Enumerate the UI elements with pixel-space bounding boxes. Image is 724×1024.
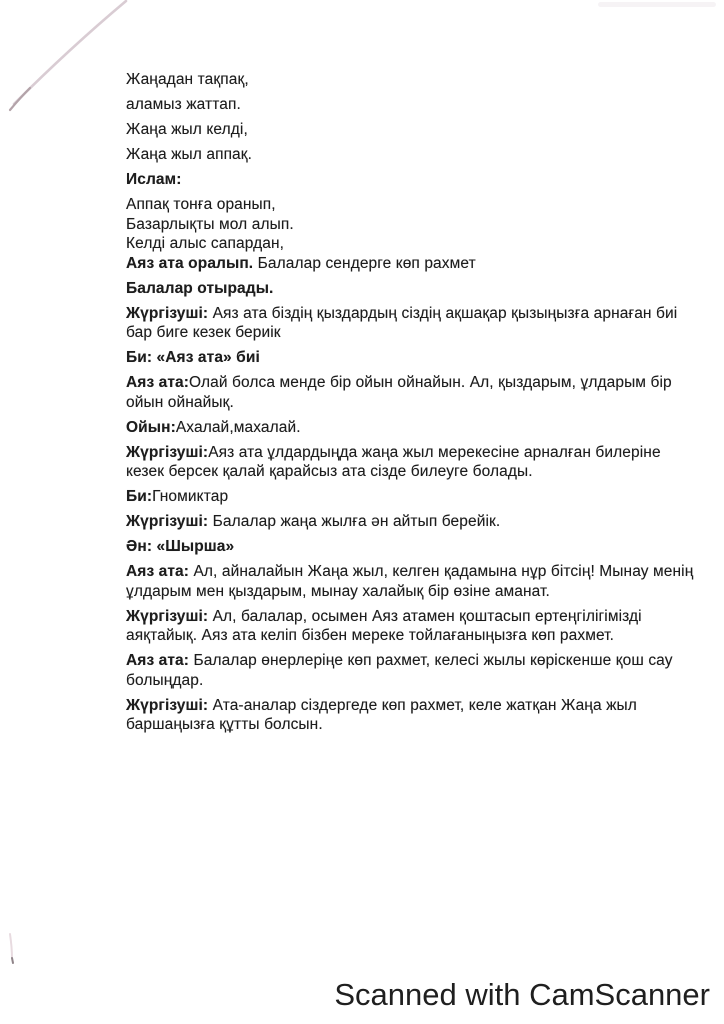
speaker-label: Би: «Аяз ата» биі bbox=[126, 349, 260, 366]
paragraph bbox=[126, 443, 702, 482]
speaker-label: Ән: «Шырша» bbox=[126, 538, 235, 555]
speaker-label: Ойын: bbox=[126, 418, 176, 436]
speaker-label: Ислам: bbox=[126, 171, 182, 188]
speaker-label: Аяз ата: bbox=[126, 374, 190, 391]
text-run: Жаңа жыл аппақ. bbox=[126, 146, 253, 163]
crease-line-tip bbox=[10, 88, 30, 110]
text-run: Ал, айналайын Жаңа жыл, келген қадамына нұр бітсің! Мынау менің ұлдарым мен қыздарым, мынау халайық бір өзіне аманат. bbox=[126, 563, 694, 600]
document-text bbox=[126, 70, 702, 740]
paragraph bbox=[126, 170, 702, 190]
paragraph bbox=[126, 418, 702, 438]
text-run: Жаңадан тақпақ, bbox=[126, 71, 249, 88]
paragraph bbox=[126, 562, 702, 601]
paragraph bbox=[126, 95, 702, 115]
text-run: Олай болса менде бір ойын ойнайын. Ал, қыздарым, ұлдарым бір ойын ойнайық. bbox=[126, 374, 672, 411]
text-run: Аяз ата ұлдардыңда жаңа жыл мерекесіне арналған билеріне кезек берсек қалай қарайсыз ата сізде билеуге болады. bbox=[126, 443, 661, 480]
text-run: Аяз ата біздің қыздардың сіздің ақшақар қызыңызға арнаған биі бар биге кезек бериік bbox=[126, 304, 678, 341]
text-run: Базарлықты мол алып. bbox=[126, 215, 294, 233]
paragraph bbox=[126, 120, 702, 140]
speaker-label: Аяз ата: bbox=[126, 563, 190, 580]
paragraph bbox=[126, 304, 702, 343]
paragraph bbox=[126, 607, 702, 646]
scan-smudge bbox=[598, 2, 716, 7]
text-run: Аппақ тонға оранып, bbox=[126, 196, 276, 213]
paragraph bbox=[126, 537, 702, 557]
speaker-label: Жүргізуші: bbox=[126, 513, 209, 530]
text-run: Гномиктар bbox=[152, 488, 229, 505]
text-run: Ахалай,махалай. bbox=[175, 418, 301, 436]
speaker-label: Жүргізуші: bbox=[126, 607, 209, 625]
text-run: Балалар жаңа жылға ән айтып берейік. bbox=[208, 513, 501, 530]
edge-mark-tip bbox=[12, 958, 13, 963]
paragraph bbox=[126, 373, 702, 412]
paragraph bbox=[126, 512, 702, 532]
speaker-label: Жүргізуші: bbox=[126, 304, 209, 322]
text-run: Жаңа жыл келді, bbox=[126, 121, 248, 138]
paragraph bbox=[126, 487, 702, 507]
paragraph bbox=[126, 651, 702, 690]
paragraph bbox=[126, 279, 702, 299]
text-run: Балалар сендерге көп рахмет bbox=[253, 254, 476, 272]
edge-mark bbox=[10, 934, 12, 958]
speaker-label: Аяз ата: bbox=[126, 652, 190, 669]
speaker-label: Жүргізуші: bbox=[126, 443, 209, 461]
paragraph bbox=[126, 696, 702, 735]
text-run: Ата-аналар сіздергеде көп рахмет, келе жатқан Жаңа жыл баршаңызға құтты болсын. bbox=[126, 696, 637, 733]
text-run: Ал, балалар, осымен Аяз атамен қоштасып ертеңгілігімізді аяқтайық. Аяз ата келіп бізбен мереке тойлағаныңызға көп рахмет. bbox=[126, 607, 642, 644]
paragraph bbox=[126, 70, 702, 90]
paragraph bbox=[126, 348, 702, 368]
text-run: Балалар өнерлеріңе көп рахмет, келесі жылы көріскенше қош сау болыңдар. bbox=[126, 652, 673, 689]
camscanner-watermark: Scanned with CamScanner bbox=[334, 977, 710, 1012]
paragraph bbox=[126, 145, 702, 165]
speaker-label: Аяз ата оралып. bbox=[126, 254, 254, 272]
speaker-label: Би: bbox=[126, 488, 153, 505]
text-run: Келді алыс сапардан, bbox=[126, 235, 285, 252]
text-run: аламыз жаттап. bbox=[126, 96, 241, 113]
stanza-paragraph bbox=[126, 195, 702, 273]
speaker-label: Балалар отырады. bbox=[126, 279, 274, 297]
crease-line bbox=[14, 1, 126, 104]
speaker-label: Жүргізуші: bbox=[126, 696, 209, 714]
